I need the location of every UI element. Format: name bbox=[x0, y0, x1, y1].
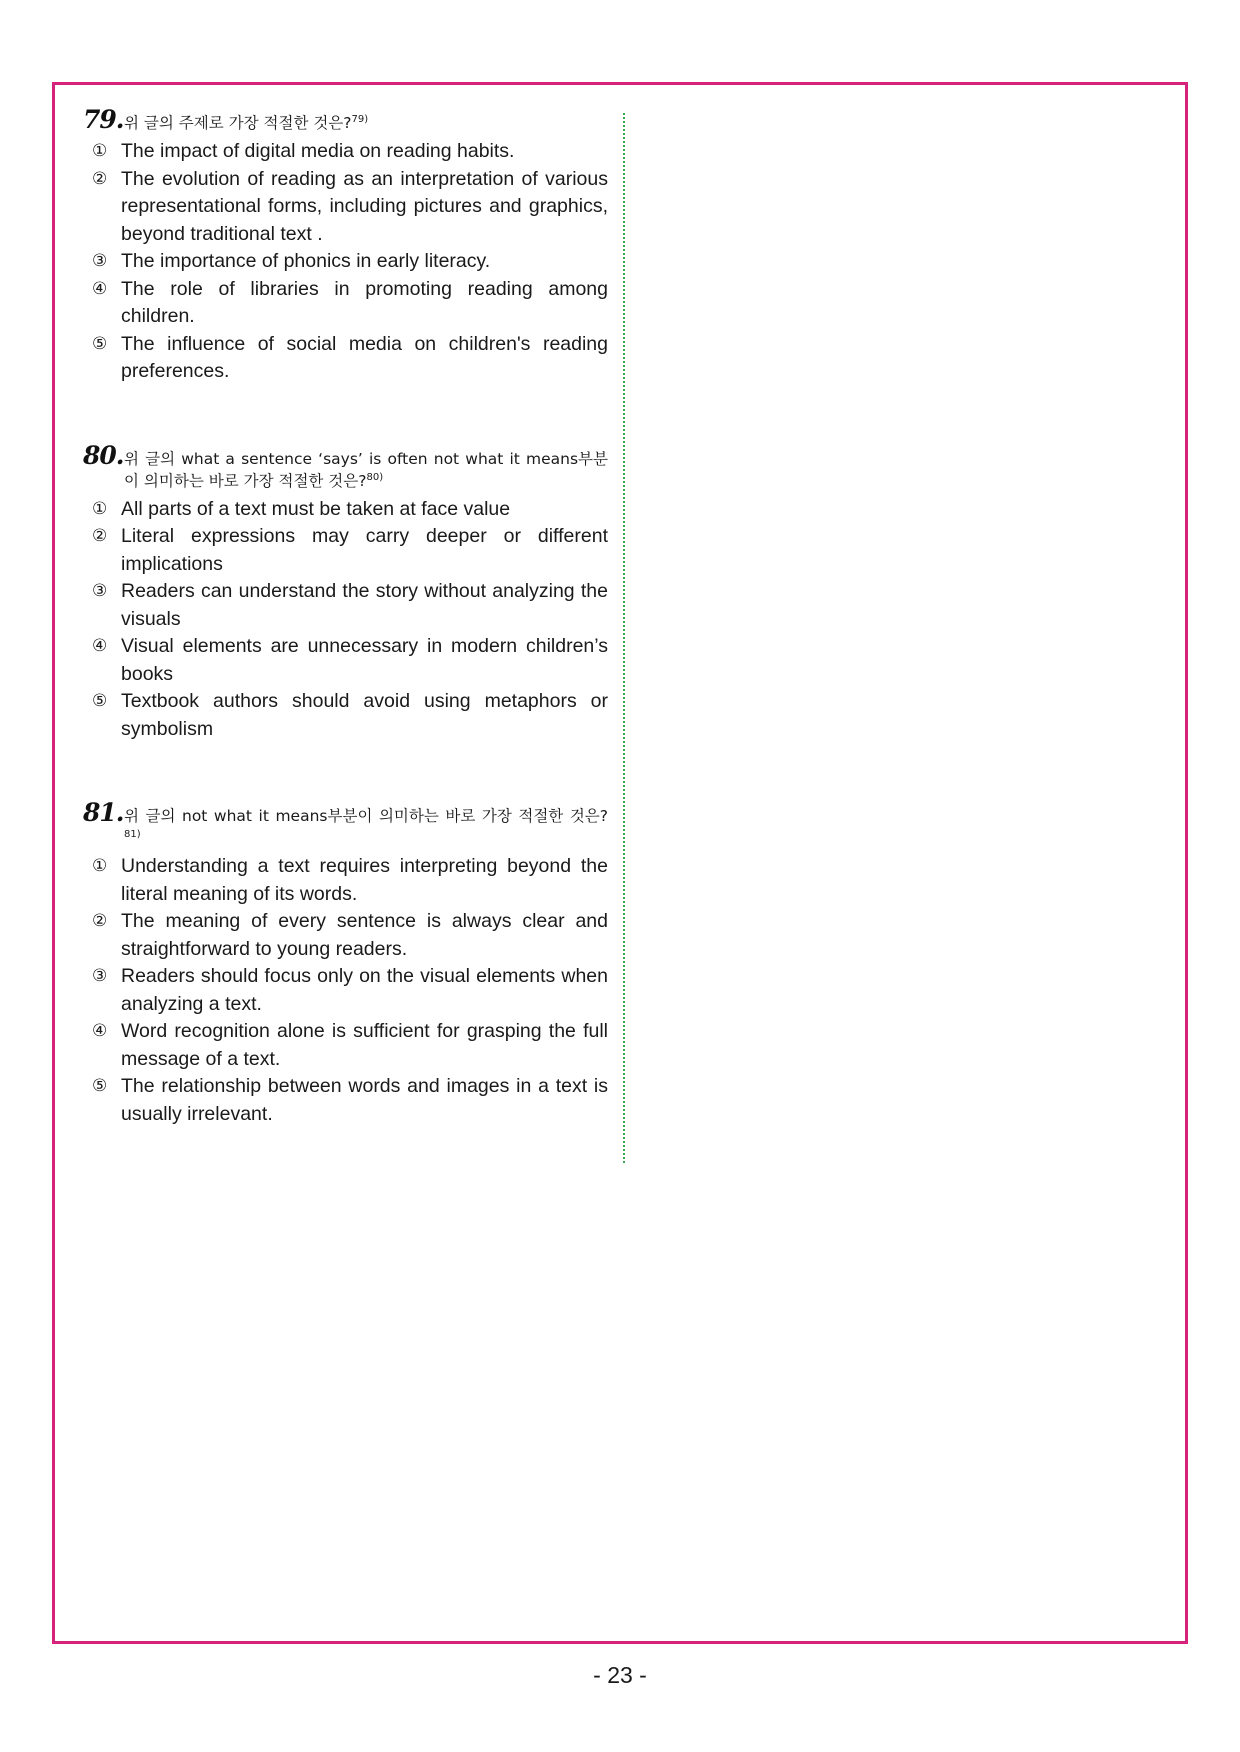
option-text: The influence of social media on children's reading preferences. bbox=[121, 332, 608, 382]
answer-option[interactable] bbox=[83, 496, 608, 524]
answer-option[interactable] bbox=[83, 276, 608, 331]
option-marker: ② bbox=[92, 168, 108, 189]
option-marker: ① bbox=[92, 498, 108, 519]
left-column bbox=[83, 105, 608, 1190]
answer-options bbox=[83, 138, 608, 386]
answer-option[interactable] bbox=[83, 1073, 608, 1128]
option-text: The evolution of reading as an interpretation of various representational forms, including pictures and graphics, beyond traditional text . bbox=[121, 167, 608, 245]
option-text: The role of libraries in promoting reading among children. bbox=[121, 277, 608, 327]
answer-option[interactable] bbox=[83, 248, 608, 276]
answer-option[interactable] bbox=[83, 331, 608, 386]
answer-option[interactable] bbox=[83, 633, 608, 688]
option-marker: ③ bbox=[92, 581, 108, 601]
question-79 bbox=[83, 105, 608, 386]
option-text: Visual elements are unnecessary in modern children’s books bbox=[121, 635, 608, 685]
question-header bbox=[83, 798, 608, 849]
option-text: Word recognition alone is sufficient for grasping the full message of a text. bbox=[121, 1020, 608, 1070]
column-divider bbox=[623, 113, 625, 1163]
answer-option[interactable] bbox=[83, 963, 608, 1018]
option-text: Understanding a text requires interpreting beyond the literal meaning of its words. bbox=[121, 855, 608, 905]
option-text: The relationship between words and images in a text is usually irrelevant. bbox=[121, 1075, 608, 1125]
option-text: Textbook authors should avoid using metaphors or symbolism bbox=[121, 690, 608, 740]
option-marker: ⑤ bbox=[92, 333, 108, 354]
answer-option[interactable] bbox=[83, 523, 608, 578]
question-81 bbox=[83, 798, 608, 1128]
question-prompt: 위 글의 주제로 가장 적절한 것은? bbox=[124, 114, 352, 132]
answer-options bbox=[83, 853, 608, 1128]
footnote-ref: 81) bbox=[124, 828, 141, 840]
option-text: The impact of digital media on reading habits. bbox=[121, 140, 515, 162]
option-marker: ④ bbox=[92, 278, 108, 299]
answer-options bbox=[83, 496, 608, 744]
footnote-ref: 80) bbox=[366, 471, 384, 483]
question-number: 79. bbox=[83, 105, 124, 134]
question-prompt: 위 글의 what a sentence ‘says’ is often not what it means부분이 의미하는 바로 가장 적절한 것은? bbox=[124, 449, 608, 490]
option-text: The importance of phonics in early literacy. bbox=[121, 250, 491, 272]
page-number: - 23 - bbox=[593, 1662, 647, 1688]
option-marker: ⑤ bbox=[92, 1076, 108, 1096]
option-marker: ② bbox=[92, 526, 108, 546]
option-marker: ① bbox=[92, 141, 108, 161]
answer-option[interactable] bbox=[83, 166, 608, 249]
option-text: Literal expressions may carry deeper or different implications bbox=[121, 525, 608, 575]
question-80 bbox=[83, 440, 608, 744]
answer-option[interactable] bbox=[83, 138, 608, 166]
answer-option[interactable] bbox=[83, 853, 608, 908]
option-marker: ③ bbox=[92, 251, 108, 271]
question-header bbox=[83, 105, 608, 134]
option-marker: ② bbox=[92, 911, 108, 931]
option-marker: ① bbox=[92, 856, 108, 876]
option-marker: ⑤ bbox=[92, 691, 108, 711]
question-number: 81. bbox=[83, 798, 124, 827]
question-number: 80. bbox=[83, 440, 124, 470]
option-text: Readers can understand the story without analyzing the visuals bbox=[121, 580, 608, 630]
option-marker: ④ bbox=[92, 636, 108, 656]
answer-option[interactable] bbox=[83, 1018, 608, 1073]
answer-option[interactable] bbox=[83, 688, 608, 743]
answer-option[interactable] bbox=[83, 908, 608, 963]
option-text: The meaning of every sentence is always clear and straightforward to young readers. bbox=[121, 910, 608, 960]
option-marker: ③ bbox=[92, 966, 108, 986]
option-marker: ④ bbox=[92, 1021, 108, 1041]
answer-option[interactable] bbox=[83, 578, 608, 633]
option-text: All parts of a text must be taken at face value bbox=[121, 497, 511, 520]
footnote-ref: 79) bbox=[351, 113, 369, 125]
question-header bbox=[83, 440, 608, 492]
question-prompt: 위 글의 not what it means부분이 의미하는 바로 가장 적절한 것은? bbox=[124, 807, 608, 825]
option-text: Readers should focus only on the visual elements when analyzing a text. bbox=[121, 965, 608, 1015]
